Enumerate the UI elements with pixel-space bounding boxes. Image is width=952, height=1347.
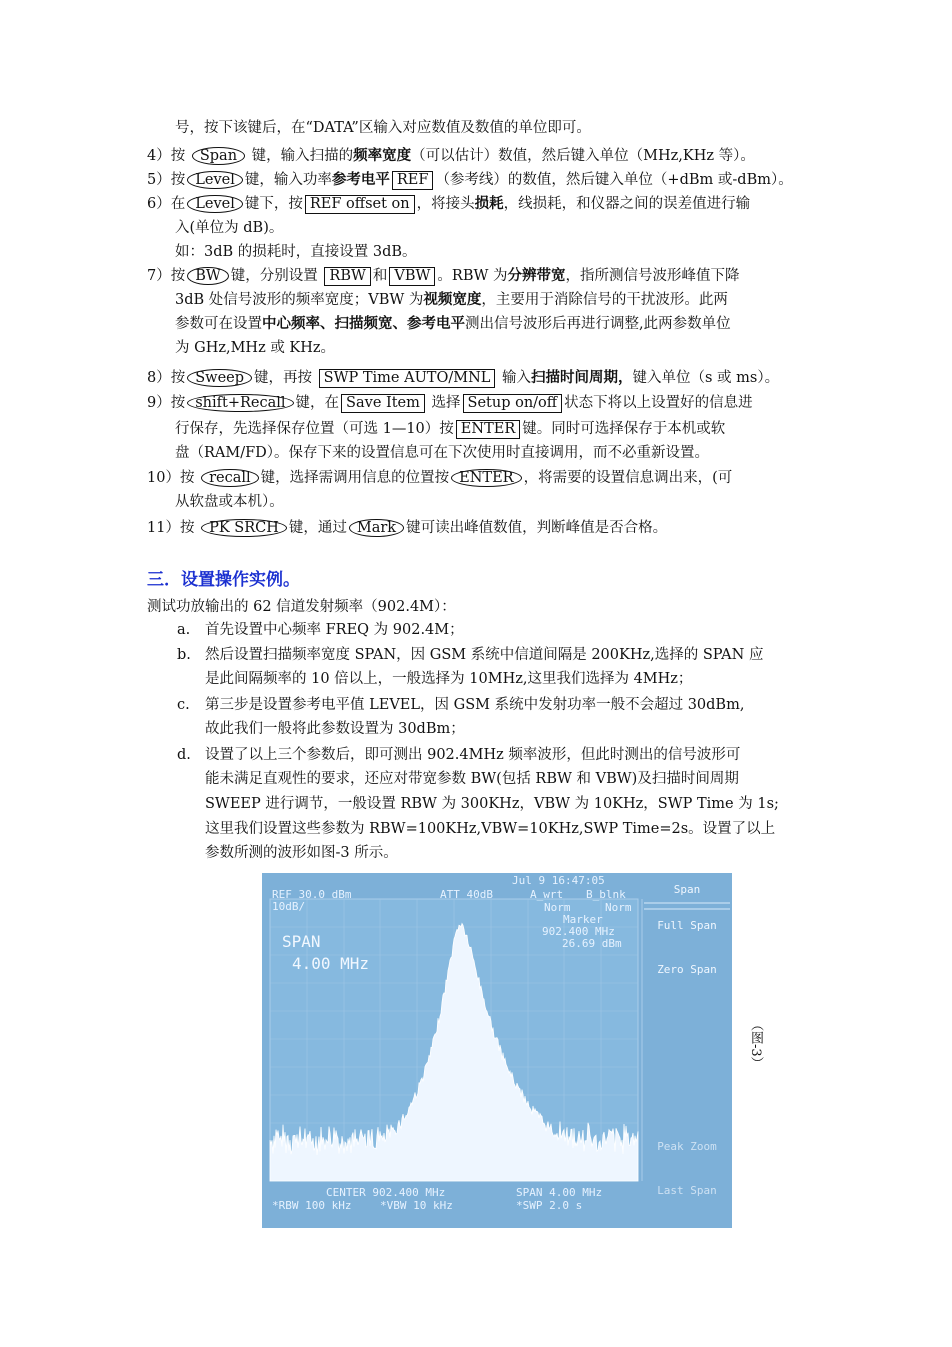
bold-term: 分辨带宽 [507,268,566,284]
instruction-line [147,518,667,538]
instruction-line [175,242,417,262]
step-text: 这里我们设置这些参数为 RBW=100KHz,VBW=10KHz,SWP Time=2s。设置了以上 [205,821,776,837]
bold-term: 视频宽度 [423,292,482,308]
instruction-line [175,218,283,238]
instruction-line [175,338,335,358]
instruction-line [147,393,753,413]
instruction-line [175,443,709,463]
text-run: 输入 [497,370,531,386]
detector-a: Norm [544,901,571,914]
step-text: SWEEP 进行调节，一般设置 RBW 为 300KHz，VBW 为 10KHz，SWP Time 为 1s; [205,796,779,812]
text-run: （参考线）的数值，然后键入单位（+dBm 或-dBm）。 [435,172,793,188]
intro-text: 测试功放输出的 62 信道发射频率（902.4M）： [147,599,456,615]
text-run: 键，分别设置 [230,268,323,284]
text-run: 键。同时可选择保存于本机或软 [522,421,726,437]
text-run: ，线损耗，和仪器之间的误差值进行输 [503,196,751,212]
soft-key-label: REF offset on [305,195,415,214]
text-run: 测出信号波形后再进行调整,此两参数单位 [465,316,731,332]
soft-key-label: SWP Time AUTO/MNL [319,369,496,388]
text-run: 7）按 [147,268,186,284]
section-heading: 三．设置操作实例。 [147,570,300,590]
step-text: 能未满足直观性的要求，还应对带宽参数 BW(包括 RBW 和 VBW)及扫描时间周期 [205,771,739,787]
hard-key-label: shift+Recall [187,394,293,412]
center-frequency: CENTER 902.400 MHz [326,1186,446,1199]
step-label: c. [177,697,190,713]
menu-last-span[interactable]: Last Span [657,1184,717,1197]
step-label: b. [177,647,191,663]
hard-key-label: Level [187,195,243,213]
scale: 10dB/ [272,900,306,913]
text-run: 从软盘或本机）。 [175,494,284,510]
hard-key-label: Mark [349,519,404,537]
text-run: 键，在 [295,395,340,411]
instruction-line [175,118,591,138]
soft-key-label: ENTER [456,420,520,439]
text-run: 为 GHz,MHz 或 KHz。 [175,340,336,356]
soft-key-label: RBW [324,267,370,286]
step-text: 参数所测的波形如图-3 所示。 [205,845,398,861]
step-text: 故此我们一般将此参数设置为 30dBm； [205,721,465,737]
text-run: 入(单位为 dB)。 [175,220,284,236]
step-text: 首先设置中心频率 FREQ 为 902.4M； [205,622,464,638]
text-run: 行保存，先选择保存位置（可选 1—10）按 [175,421,454,437]
hard-key-label: BW [187,267,229,285]
instruction-line [147,468,732,488]
sweep-time: *SWP 2.0 s [516,1199,583,1212]
bold-term: 损耗 [474,196,504,212]
menu-full-span[interactable]: Full Span [657,919,717,932]
marker-level: 26.69 dBm [562,937,622,950]
instruction-line [147,194,750,214]
text-run: 如：3dB 的损耗时，直接设置 3dB。 [175,244,417,260]
text-run: ，将需要的设置信息调出来，(可 [523,470,733,486]
step-label: a. [177,622,191,638]
text-run: 选择 [426,395,461,411]
instruction-line [175,314,731,334]
hard-key-label: Sweep [187,369,252,387]
figure-caption: （图-3） [748,1018,763,1070]
text-run: 键，选择需调用信息的位置按 [260,470,450,486]
bold-term: 扫描时间周期， [531,370,633,386]
text-run: 盘（RAM/FD）。保存下来的设置信息可在下次使用时直接调用，而不必重新设置。 [175,445,710,461]
soft-key-label: REF [392,171,434,190]
soft-key-label: VBW [389,267,435,286]
text-run: 键，输入功率 [244,172,332,188]
text-run: 10）按 [147,470,200,486]
text-run: 11）按 [147,520,200,536]
soft-key-label: Save Item [341,394,425,413]
step-text: 第三步是设置参考电平值 LEVEL，因 GSM 系统中发射功率一般不会超过 30dBm, [205,697,745,713]
hard-key-label: Level [187,171,243,189]
spectrum-analyzer-screenshot [262,873,732,1228]
instruction-line [147,170,793,190]
text-run: 键，再按 [254,370,317,386]
instruction-line [147,146,755,166]
marker-frequency: 902.400 MHz [542,925,615,938]
reference-level: REF 30.0 dBm [272,888,352,901]
span-value: 4.00 MHz [292,954,370,973]
instruction-line [175,419,725,439]
hard-key-label: ENTER [451,469,521,487]
hard-key-label: PK SRCH [201,519,287,537]
step-text: 然后设置扫描频率宽度 SPAN，因 GSM 系统中信道间隔是 200KHz,选择的 SPAN 应 [205,647,764,663]
marker-label: Marker [563,913,603,926]
text-run: 5）按 [147,172,186,188]
soft-key-label: Setup on/off [463,394,563,413]
step-label: d. [177,747,191,763]
instruction-line [147,368,779,388]
text-run: ，将接头 [416,196,475,212]
menu-span[interactable]: Span [673,883,701,896]
hard-key-label: Span [192,147,245,165]
text-run: 。RBW 为 [437,268,508,284]
text-run: 键，通过 [288,520,347,536]
step-text: 设置了以上三个参数后，即可测出 902.4MHz 频率波形，但此时测出的信号波形可 [205,747,741,763]
text-run: ，指所测信号波形峰值下降 [565,268,740,284]
text-run: ，主要用于消除信号的干扰波形。此两 [481,292,728,308]
text-run: （可以估计）数值，然后键入单位（MHz,KHz 等）。 [411,148,755,164]
trace-a-mode: A_wrt [530,888,564,901]
vbw: *VBW 10 kHz [380,1199,453,1212]
text-run: 4）按 [147,148,190,164]
detector-b: Norm [605,901,632,914]
text-run: 键入单位（s 或 ms）。 [632,370,780,386]
step-text: 是此间隔频率的 10 倍以上，一般选择为 10MHz,这里我们选择为 4MHz； [205,671,693,687]
text-run: 键可读出峰值数值，判断峰值是否合格。 [406,520,668,536]
span-bottom: SPAN 4.00 MHz [516,1186,603,1199]
instruction-line [147,266,740,286]
trace-b-mode: B_blnk [586,888,626,901]
text-run: 状态下将以上设置好的信息进 [564,395,753,411]
attenuation: ATT 40dB [440,888,493,901]
bold-term: 参考电平 [331,172,390,188]
text-run: 参数可在设置 [175,316,262,332]
datetime: Jul 9 16:47:05 [512,874,605,887]
text-run: 3dB 处信号波形的频率宽度；VBW 为 [175,292,424,308]
text-run: 号，按下该键后，在“DATA”区输入对应数值及数值的单位即可。 [175,120,591,136]
text-run: 键，输入扫描的 [247,148,354,164]
rbw: *RBW 100 kHz [272,1199,352,1212]
instruction-line [175,492,284,512]
text-run: 和 [372,268,388,284]
menu-zero-span[interactable]: Zero Span [657,963,717,976]
text-run: 键下，按 [244,196,303,212]
bold-term: 中心频率、扫描频宽、参考电平 [262,316,465,332]
span-label: SPAN [282,932,321,951]
text-run: 8）按 [147,370,186,386]
instruction-line [175,290,728,310]
bold-term: 频率宽度 [353,148,412,164]
hard-key-label: recall [201,469,259,487]
menu-peak-zoom[interactable]: Peak Zoom [657,1140,717,1153]
text-run: 9）按 [147,395,186,411]
text-run: 6）在 [147,196,186,212]
